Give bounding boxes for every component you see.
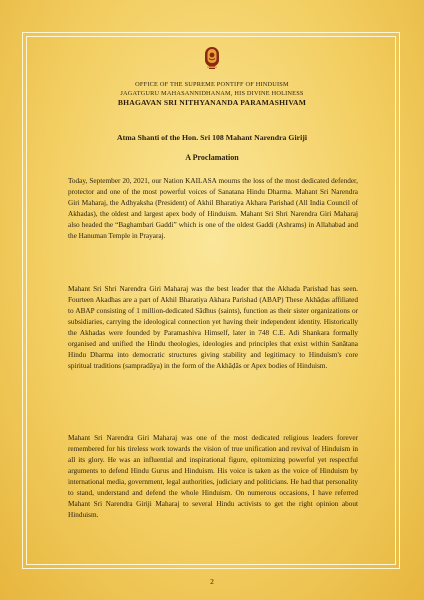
paragraph: Mahant Sri Narendra Giri Maharaj was one of the most dedicated religious leaders forever remembered for his tireless work towards the vision of true unification and revival of Hinduism in all its glory. He was an influential and inspirational figure, epitomizing powerful yet respectful arguments to defend Hindu Gurus and Hinduism. His voice is taken as the voice of Hinduism by international media, government, legal authorities, judiciary and politicians. He had that personality to stand, understand and defend the whole Hinduism. On numerous occasions, I have referred Mahant Sri Narendra Giriji Maharaj to several Hindu activists to get the right opinion about Hinduism. [68,434,358,520]
title-header-line: JAGATGURU MAHASANNIDHANAM, HIS DIVINE HOLINESS [120,90,304,97]
page-number: 2 [210,577,214,586]
document-subtitle: A Proclamation [185,153,239,162]
document-title: Atma Shanti of the Hon. Sri 108 Mahant Narendra Giriji [116,133,307,142]
deity-emblem-icon [202,46,222,70]
paragraph: Mahant Sri Shri Narendra Giri Maharaj was the best leader that the Akhada Parishad has seen. Fourteen Akadhas are a part of Akhil Bharatiya Akhara Parishad (ABAP) These Akhāḍas affiliated to ABAP consisting of 1 million-dedicated Sādhus (saints), function as their sister organizations or subsidiaries, carrying the ideological connection yet having their independent identity. Historically the Akhadas were founded by Paramashiva Himself, later in 748 C.E. Adi Shankara formally organised and unified the Hindu theologies, ideologies and principles that exist within Sanātana Hindu Dharma into democratic structures giving stability and legitimacy to Hinduism's core spiritual traditions (sampradāya) in the form of the Akhāḍās or Apex bodies of Hinduism. [68,285,358,371]
paragraph: Today, September 20, 2021, our Nation KAILASA mourns the loss of the most dedicated defender, protector and one of the most powerful voices of Sanatana Hindu Dharma. Mahant Sri Narendra Giri Maharaj, the Adhyaksha (President) of Akhil Bharatiya Akhara Parishad (All India Council of Akhadas), the oldest and largest apex body of Hinduism. Mahant Sri Shri Narendra Giri Maharaj also headed the “Baghambari Gaddi” which is one of the oldest Gaddi (Ashrams) in Allahabad and the Hanuman Temple in Prayaraj. [68,177,358,241]
name-header-line: BHAGAVAN SRI NITHYANANDA PARAMASHIVAM [117,98,307,107]
office-header-line: OFFICE OF THE SUPREME PONTIFF OF HINDUISM [135,81,289,88]
